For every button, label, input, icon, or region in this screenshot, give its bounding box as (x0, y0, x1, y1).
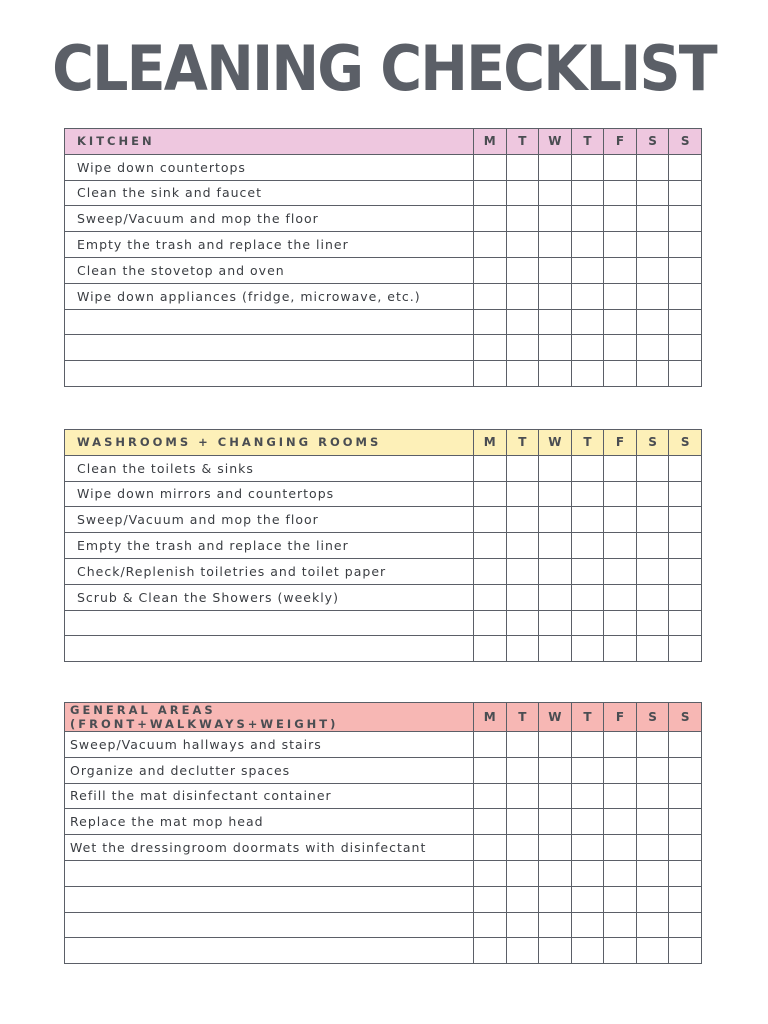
kitchen-checklist-table (64, 128, 702, 387)
day-checkbox-cell[interactable] (571, 558, 604, 584)
day-checkbox-cell[interactable] (474, 584, 507, 610)
table-row (65, 835, 702, 861)
day-checkbox-cell[interactable] (506, 206, 539, 232)
day-checkbox-cell[interactable] (571, 206, 604, 232)
day-checkbox-cell[interactable] (636, 757, 669, 783)
day-checkbox-cell[interactable] (571, 757, 604, 783)
day-checkbox-cell[interactable] (604, 610, 637, 636)
table-row (65, 481, 702, 507)
table-row (65, 912, 702, 938)
day-checkbox-cell[interactable] (604, 558, 637, 584)
day-checkbox-cell[interactable] (669, 335, 702, 361)
table-row (65, 180, 702, 206)
day-checkbox-cell[interactable] (571, 610, 604, 636)
task-label: Sweep/Vacuum and mop the floor (65, 206, 474, 232)
day-header: T (506, 129, 539, 155)
day-checkbox-cell[interactable] (506, 232, 539, 258)
table-row (65, 533, 702, 559)
day-checkbox-cell[interactable] (474, 180, 507, 206)
table-header-row (65, 129, 702, 155)
day-checkbox-cell[interactable] (571, 309, 604, 335)
day-checkbox-cell[interactable] (506, 757, 539, 783)
day-checkbox-cell[interactable] (636, 180, 669, 206)
day-checkbox-cell[interactable] (571, 507, 604, 533)
task-label (65, 335, 474, 361)
day-checkbox-cell[interactable] (539, 455, 572, 481)
table-row (65, 860, 702, 886)
day-checkbox-cell[interactable] (669, 835, 702, 861)
day-checkbox-cell[interactable] (571, 232, 604, 258)
day-checkbox-cell[interactable] (571, 938, 604, 964)
task-label: Sweep/Vacuum and mop the floor (65, 507, 474, 533)
task-label (65, 938, 474, 964)
day-checkbox-cell[interactable] (571, 835, 604, 861)
day-checkbox-cell[interactable] (506, 309, 539, 335)
day-checkbox-cell[interactable] (539, 912, 572, 938)
day-checkbox-cell[interactable] (669, 232, 702, 258)
day-checkbox-cell[interactable] (669, 283, 702, 309)
day-checkbox-cell[interactable] (669, 757, 702, 783)
day-checkbox-cell[interactable] (604, 757, 637, 783)
day-checkbox-cell[interactable] (604, 481, 637, 507)
day-checkbox-cell[interactable] (604, 636, 637, 662)
day-checkbox-cell[interactable] (539, 835, 572, 861)
table-row (65, 584, 702, 610)
day-header: S (636, 703, 669, 732)
task-label: Organize and declutter spaces (65, 757, 474, 783)
day-checkbox-cell[interactable] (636, 938, 669, 964)
day-checkbox-cell[interactable] (604, 835, 637, 861)
day-checkbox-cell[interactable] (539, 481, 572, 507)
day-header: W (539, 430, 572, 456)
day-header: S (669, 129, 702, 155)
day-checkbox-cell[interactable] (571, 361, 604, 387)
task-label: Wipe down appliances (fridge, microwave, etc.) (65, 283, 474, 309)
day-checkbox-cell[interactable] (539, 533, 572, 559)
day-checkbox-cell[interactable] (506, 257, 539, 283)
day-header: W (539, 703, 572, 732)
day-checkbox-cell[interactable] (571, 912, 604, 938)
task-label (65, 886, 474, 912)
day-checkbox-cell[interactable] (506, 283, 539, 309)
day-checkbox-cell[interactable] (571, 455, 604, 481)
day-checkbox-cell[interactable] (506, 361, 539, 387)
task-label: Check/Replenish toiletries and toilet paper (65, 558, 474, 584)
day-checkbox-cell[interactable] (539, 335, 572, 361)
day-checkbox-cell[interactable] (636, 809, 669, 835)
day-checkbox-cell[interactable] (604, 860, 637, 886)
day-checkbox-cell[interactable] (539, 584, 572, 610)
day-checkbox-cell[interactable] (669, 732, 702, 758)
section-heading-kitchen: KITCHEN (65, 129, 474, 155)
day-checkbox-cell[interactable] (636, 732, 669, 758)
day-checkbox-cell[interactable] (571, 335, 604, 361)
day-checkbox-cell[interactable] (474, 154, 507, 180)
day-checkbox-cell[interactable] (506, 180, 539, 206)
day-checkbox-cell[interactable] (506, 558, 539, 584)
day-checkbox-cell[interactable] (669, 584, 702, 610)
day-checkbox-cell[interactable] (474, 912, 507, 938)
task-label: Wipe down countertops (65, 154, 474, 180)
day-checkbox-cell[interactable] (636, 860, 669, 886)
task-label: Clean the sink and faucet (65, 180, 474, 206)
task-label: Scrub & Clean the Showers (weekly) (65, 584, 474, 610)
day-checkbox-cell[interactable] (571, 809, 604, 835)
day-checkbox-cell[interactable] (506, 455, 539, 481)
day-checkbox-cell[interactable] (636, 912, 669, 938)
day-checkbox-cell[interactable] (636, 232, 669, 258)
table-header-row (65, 703, 702, 732)
table-row (65, 154, 702, 180)
day-checkbox-cell[interactable] (604, 732, 637, 758)
day-checkbox-cell[interactable] (474, 636, 507, 662)
day-checkbox-cell[interactable] (604, 584, 637, 610)
day-checkbox-cell[interactable] (506, 783, 539, 809)
day-checkbox-cell[interactable] (604, 507, 637, 533)
day-checkbox-cell[interactable] (636, 154, 669, 180)
day-checkbox-cell[interactable] (636, 257, 669, 283)
day-checkbox-cell[interactable] (669, 481, 702, 507)
day-checkbox-cell[interactable] (506, 584, 539, 610)
day-checkbox-cell[interactable] (669, 783, 702, 809)
day-checkbox-cell[interactable] (669, 180, 702, 206)
task-label (65, 610, 474, 636)
day-header: T (571, 129, 604, 155)
day-checkbox-cell[interactable] (636, 886, 669, 912)
table-row (65, 232, 702, 258)
day-checkbox-cell[interactable] (669, 533, 702, 559)
day-checkbox-cell[interactable] (604, 912, 637, 938)
table-row (65, 783, 702, 809)
task-label: Empty the trash and replace the liner (65, 533, 474, 559)
day-checkbox-cell[interactable] (636, 206, 669, 232)
table-row (65, 309, 702, 335)
day-checkbox-cell[interactable] (636, 507, 669, 533)
task-label (65, 636, 474, 662)
day-checkbox-cell[interactable] (474, 809, 507, 835)
day-checkbox-cell[interactable] (474, 232, 507, 258)
day-checkbox-cell[interactable] (474, 886, 507, 912)
day-checkbox-cell[interactable] (571, 732, 604, 758)
table-row (65, 938, 702, 964)
day-checkbox-cell[interactable] (669, 938, 702, 964)
table-row (65, 507, 702, 533)
table-row (65, 335, 702, 361)
day-checkbox-cell[interactable] (604, 455, 637, 481)
day-checkbox-cell[interactable] (539, 361, 572, 387)
table-row (65, 361, 702, 387)
day-checkbox-cell[interactable] (669, 361, 702, 387)
day-checkbox-cell[interactable] (604, 783, 637, 809)
day-checkbox-cell[interactable] (604, 886, 637, 912)
table-row (65, 636, 702, 662)
section-heading-washrooms: WASHROOMS + CHANGING ROOMS (65, 430, 474, 456)
task-label: Clean the toilets & sinks (65, 455, 474, 481)
section-heading-general: GENERAL AREAS (FRONT+WALKWAYS+WEIGHT) (65, 703, 474, 732)
day-checkbox-cell[interactable] (474, 533, 507, 559)
day-checkbox-cell[interactable] (506, 912, 539, 938)
day-checkbox-cell[interactable] (669, 610, 702, 636)
day-checkbox-cell[interactable] (539, 257, 572, 283)
day-checkbox-cell[interactable] (636, 584, 669, 610)
day-checkbox-cell[interactable] (571, 783, 604, 809)
day-checkbox-cell[interactable] (604, 180, 637, 206)
task-label: Wet the dressingroom doormats with disinfectant (65, 835, 474, 861)
day-checkbox-cell[interactable] (474, 757, 507, 783)
day-header: T (506, 430, 539, 456)
day-checkbox-cell[interactable] (506, 533, 539, 559)
day-header: M (474, 129, 507, 155)
day-checkbox-cell[interactable] (571, 636, 604, 662)
day-checkbox-cell[interactable] (474, 361, 507, 387)
task-label: Clean the stovetop and oven (65, 257, 474, 283)
day-checkbox-cell[interactable] (539, 232, 572, 258)
day-checkbox-cell[interactable] (571, 860, 604, 886)
day-checkbox-cell[interactable] (474, 455, 507, 481)
day-checkbox-cell[interactable] (571, 283, 604, 309)
day-checkbox-cell[interactable] (539, 636, 572, 662)
day-checkbox-cell[interactable] (506, 835, 539, 861)
day-checkbox-cell[interactable] (636, 558, 669, 584)
day-checkbox-cell[interactable] (636, 309, 669, 335)
page-title: CLEANING CHECKLIST (52, 32, 716, 105)
day-checkbox-cell[interactable] (474, 257, 507, 283)
day-checkbox-cell[interactable] (604, 533, 637, 559)
day-checkbox-cell[interactable] (636, 455, 669, 481)
day-checkbox-cell[interactable] (474, 783, 507, 809)
day-checkbox-cell[interactable] (571, 154, 604, 180)
day-checkbox-cell[interactable] (539, 732, 572, 758)
day-checkbox-cell[interactable] (506, 886, 539, 912)
day-checkbox-cell[interactable] (636, 783, 669, 809)
table-header-row (65, 430, 702, 456)
day-checkbox-cell[interactable] (669, 809, 702, 835)
day-checkbox-cell[interactable] (506, 809, 539, 835)
day-checkbox-cell[interactable] (506, 732, 539, 758)
day-checkbox-cell[interactable] (636, 636, 669, 662)
table-row (65, 206, 702, 232)
day-checkbox-cell[interactable] (669, 206, 702, 232)
day-checkbox-cell[interactable] (604, 206, 637, 232)
day-header: W (539, 129, 572, 155)
task-label: Refill the mat disinfectant container (65, 783, 474, 809)
task-label: Empty the trash and replace the liner (65, 232, 474, 258)
day-checkbox-cell[interactable] (506, 610, 539, 636)
day-checkbox-cell[interactable] (539, 610, 572, 636)
day-checkbox-cell[interactable] (474, 283, 507, 309)
table-row (65, 283, 702, 309)
table-row (65, 732, 702, 758)
day-checkbox-cell[interactable] (669, 309, 702, 335)
day-header: F (604, 430, 637, 456)
day-checkbox-cell[interactable] (506, 481, 539, 507)
day-checkbox-cell[interactable] (604, 283, 637, 309)
day-checkbox-cell[interactable] (474, 507, 507, 533)
day-checkbox-cell[interactable] (604, 938, 637, 964)
task-label: Sweep/Vacuum hallways and stairs (65, 732, 474, 758)
day-checkbox-cell[interactable] (669, 912, 702, 938)
day-checkbox-cell[interactable] (474, 309, 507, 335)
day-checkbox-cell[interactable] (604, 257, 637, 283)
day-checkbox-cell[interactable] (539, 309, 572, 335)
day-checkbox-cell[interactable] (474, 938, 507, 964)
day-checkbox-cell[interactable] (571, 481, 604, 507)
day-checkbox-cell[interactable] (506, 154, 539, 180)
day-checkbox-cell[interactable] (474, 335, 507, 361)
day-checkbox-cell[interactable] (669, 455, 702, 481)
day-checkbox-cell[interactable] (669, 154, 702, 180)
day-checkbox-cell[interactable] (669, 558, 702, 584)
day-checkbox-cell[interactable] (539, 860, 572, 886)
day-header: F (604, 129, 637, 155)
day-header: F (604, 703, 637, 732)
day-checkbox-cell[interactable] (506, 335, 539, 361)
table-row (65, 809, 702, 835)
day-checkbox-cell[interactable] (669, 886, 702, 912)
day-checkbox-cell[interactable] (474, 206, 507, 232)
day-checkbox-cell[interactable] (539, 206, 572, 232)
day-checkbox-cell[interactable] (571, 533, 604, 559)
day-checkbox-cell[interactable] (636, 335, 669, 361)
day-checkbox-cell[interactable] (604, 809, 637, 835)
table-row (65, 558, 702, 584)
task-label (65, 912, 474, 938)
day-checkbox-cell[interactable] (636, 610, 669, 636)
day-header: M (474, 703, 507, 732)
day-checkbox-cell[interactable] (474, 481, 507, 507)
day-checkbox-cell[interactable] (474, 610, 507, 636)
task-label: Wipe down mirrors and countertops (65, 481, 474, 507)
day-checkbox-cell[interactable] (539, 757, 572, 783)
day-checkbox-cell[interactable] (506, 636, 539, 662)
day-checkbox-cell[interactable] (506, 938, 539, 964)
day-header: S (669, 430, 702, 456)
day-checkbox-cell[interactable] (669, 507, 702, 533)
day-checkbox-cell[interactable] (539, 283, 572, 309)
day-checkbox-cell[interactable] (636, 283, 669, 309)
day-checkbox-cell[interactable] (506, 507, 539, 533)
day-checkbox-cell[interactable] (539, 783, 572, 809)
day-checkbox-cell[interactable] (604, 361, 637, 387)
table-row (65, 257, 702, 283)
day-header: T (571, 703, 604, 732)
day-checkbox-cell[interactable] (474, 732, 507, 758)
day-checkbox-cell[interactable] (669, 257, 702, 283)
task-label: Replace the mat mop head (65, 809, 474, 835)
table-row (65, 455, 702, 481)
day-header: S (636, 430, 669, 456)
day-checkbox-cell[interactable] (571, 584, 604, 610)
day-checkbox-cell[interactable] (539, 938, 572, 964)
day-checkbox-cell[interactable] (604, 154, 637, 180)
day-checkbox-cell[interactable] (539, 886, 572, 912)
day-checkbox-cell[interactable] (571, 886, 604, 912)
day-checkbox-cell[interactable] (539, 558, 572, 584)
table-row (65, 886, 702, 912)
day-header: S (636, 129, 669, 155)
day-checkbox-cell[interactable] (636, 361, 669, 387)
day-checkbox-cell[interactable] (669, 636, 702, 662)
day-checkbox-cell[interactable] (636, 835, 669, 861)
table-row (65, 757, 702, 783)
day-checkbox-cell[interactable] (604, 335, 637, 361)
day-checkbox-cell[interactable] (539, 809, 572, 835)
day-checkbox-cell[interactable] (636, 533, 669, 559)
day-checkbox-cell[interactable] (604, 309, 637, 335)
day-checkbox-cell[interactable] (669, 860, 702, 886)
day-checkbox-cell[interactable] (474, 860, 507, 886)
day-checkbox-cell[interactable] (474, 835, 507, 861)
task-label (65, 860, 474, 886)
general-areas-checklist-table (64, 702, 702, 964)
day-checkbox-cell[interactable] (506, 860, 539, 886)
day-checkbox-cell[interactable] (539, 154, 572, 180)
task-label (65, 309, 474, 335)
table-row (65, 610, 702, 636)
day-checkbox-cell[interactable] (571, 180, 604, 206)
day-checkbox-cell[interactable] (539, 180, 572, 206)
washrooms-checklist-table (64, 429, 702, 662)
day-header: T (506, 703, 539, 732)
day-checkbox-cell[interactable] (571, 257, 604, 283)
day-checkbox-cell[interactable] (539, 507, 572, 533)
day-header: S (669, 703, 702, 732)
day-header: T (571, 430, 604, 456)
day-checkbox-cell[interactable] (604, 232, 637, 258)
day-checkbox-cell[interactable] (636, 481, 669, 507)
day-checkbox-cell[interactable] (474, 558, 507, 584)
day-header: M (474, 430, 507, 456)
task-label (65, 361, 474, 387)
